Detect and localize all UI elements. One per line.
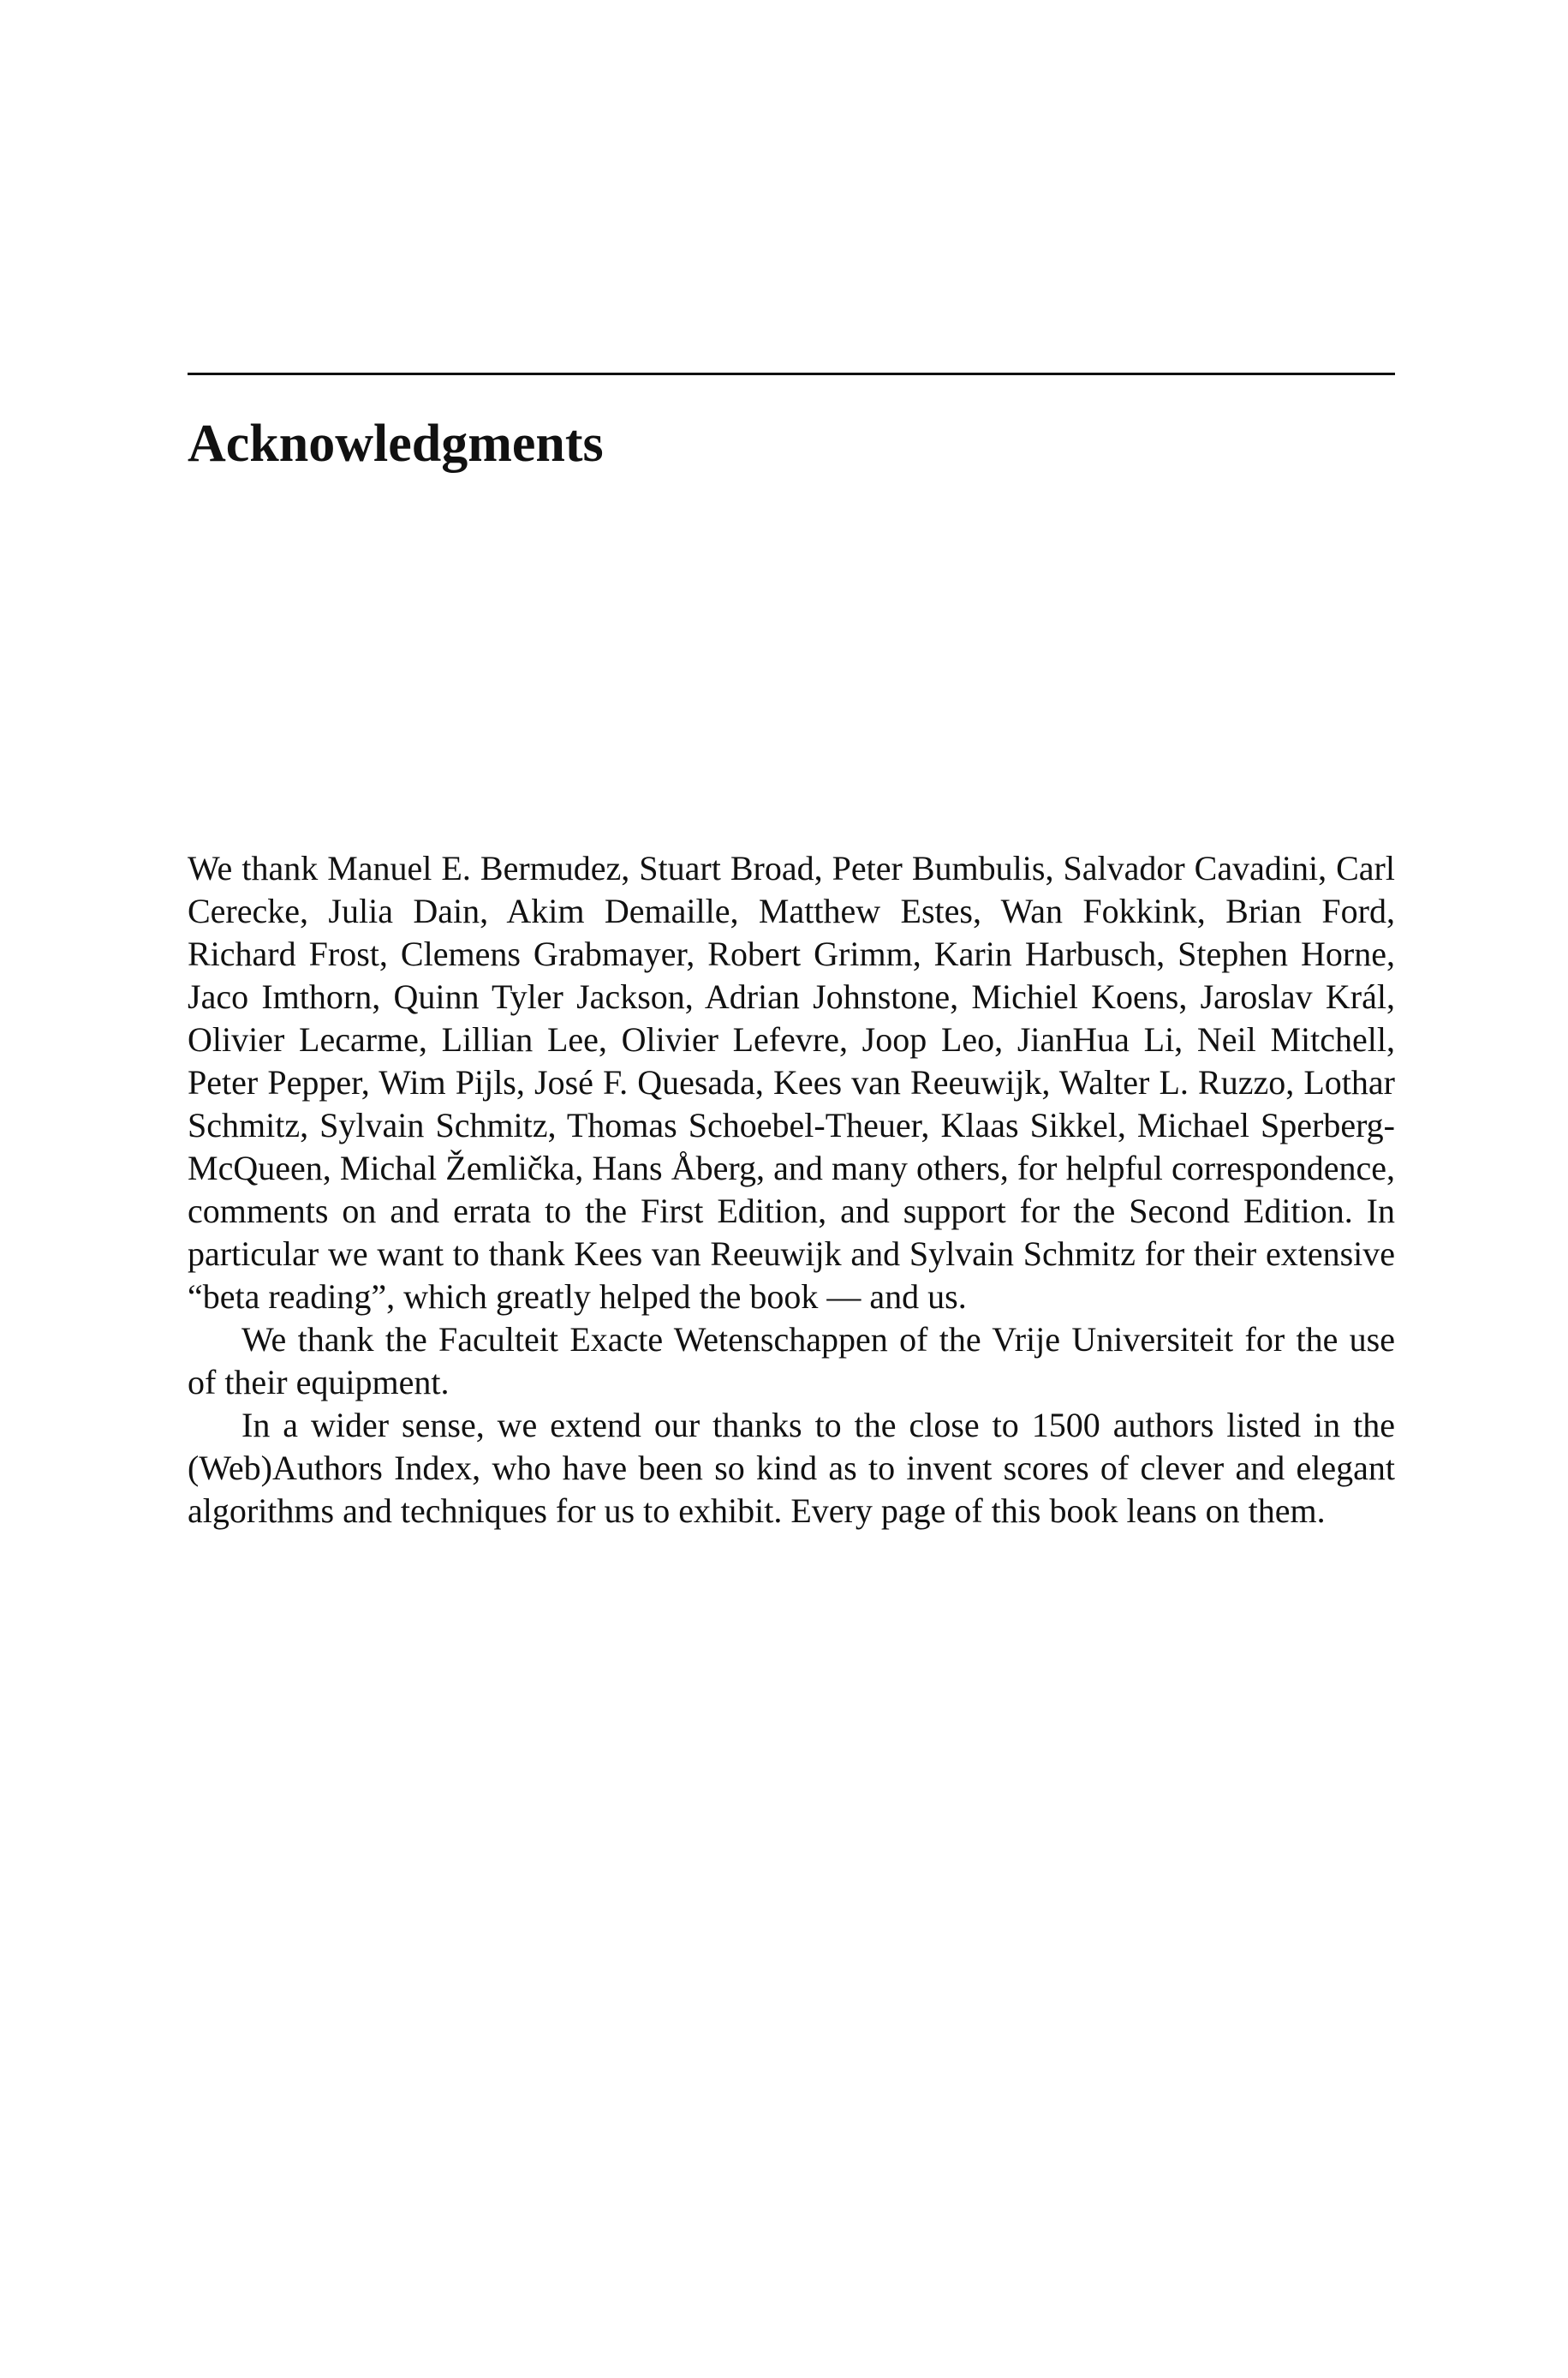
chapter-title: Acknowledgments (188, 415, 604, 473)
chapter-top-rule (188, 373, 1395, 375)
paragraph-thanks-individuals: We thank Manuel E. Bermudez, Stuart Broad, Peter Bumbulis, Salvador Cavadini, Carl Cerecke, Julia Dain, Akim Demaille, Matthew Estes, Wan Fokkink, Brian Ford, Richard Frost, Clemens Grabmayer, Robert Grimm, Karin Harbusch, Stephen Horne, Jaco Imthorn, Quinn Tyler Jackson, Adrian Johnstone, Michiel Koens, Jaroslav Král, Olivier Lecarme, Lillian Lee, Olivier Lefevre, Joop Leo, JianHua Li, Neil Mitchell, Peter Pepper, Wim Pijls, José F. Quesada, Kees van Reeuwijk, Walter L. Ruzzo, Lothar Schmitz, Sylvain Schmitz, Thomas Schoebel-Theuer, Klaas Sikkel, Michael Sperberg-McQueen, Michal Žemlička, Hans Åberg, and many others, for helpful correspondence, comments on and errata to the First Edition, and support for the Second Edition. In particular we want to thank Kees van Reeuwijk and Sylvain Schmitz for their extensive “beta reading”, which greatly helped the book — and us. (188, 849, 1395, 1316)
acknowledgments-body (188, 847, 1395, 1533)
paragraph-thanks-faculty: We thank the Faculteit Exacte Wetenschappen of the Vrije Universiteit for the use of their equipment. (188, 1320, 1395, 1401)
paragraph-thanks-authors: In a wider sense, we extend our thanks to the close to 1500 authors listed in the (Web)Authors Index, who have been so kind as to invent scores of clever and elegant algorithms and techniques for us to exhibit. Every page of this book leans on them. (188, 1406, 1395, 1530)
